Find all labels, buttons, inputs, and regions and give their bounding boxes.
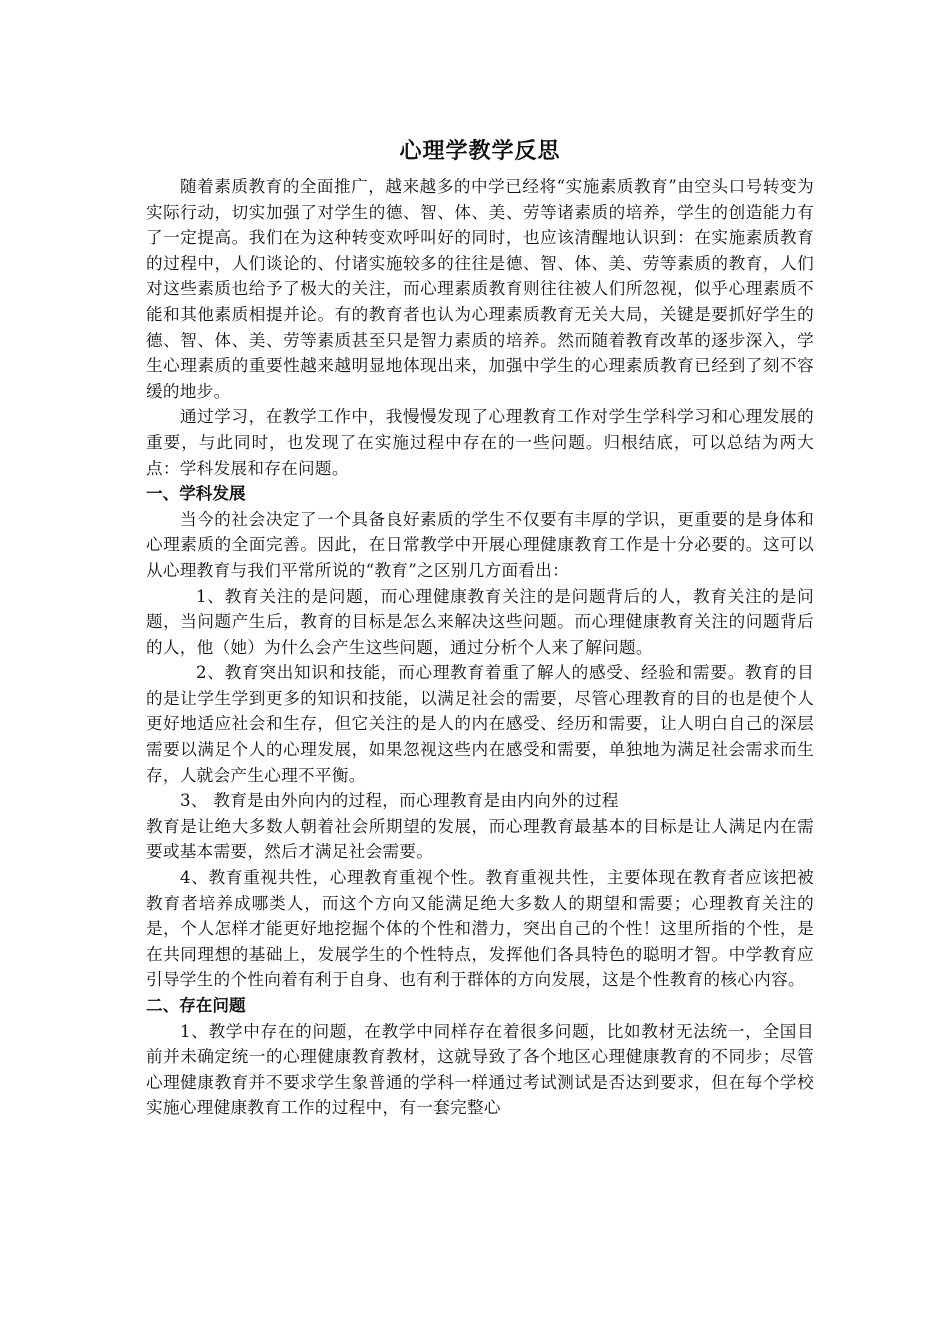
point-4-paragraph: 4、教育重视共性，心理教育重视个性。教育重视共性，主要体现在教育者应该把被教育者培养成哪类人，而这个方向又能满足绝大多数人的期望和需要；心理教育关注的是，个人怎样才能更好地挖掘个体的个性和潜力，突出自己的个性！这里所指的个性，是在共同理想的基础上，发展学生的个性特点，发挥他们各具特色的聪明才智。中学教育应引导学生的个性向着有利于自身、也有利于群体的方向发展，这是个性教育的核心内容。 [146,868,814,990]
document-title: 心理学教学反思 [399,139,561,164]
point-1-paragraph: 1、教育关注的是问题，而心理健康教育关注的是问题背后的人，教育关注的是问题，当问题产生后，教育的目标是怎么来解决这些问题。而心理健康教育关注的问题背后的人，他（她）为什么会产生这些问题，通过分析个人来了解问题。 [146,586,814,657]
point-3-heading-line: 3、 教育是由外向内的过程，而心理教育是由内向外的过程 [180,791,619,811]
intro-paragraph: 随着素质教育的全面推广，越来越多的中学已经将“实施素质教育”由空头口号转变为实际行动，切实加强了对学生的德、智、体、美、劳等诸素质的培养，学生的创造能力有了一定提高。我们在为这种转变欢呼叫好的同时，也应该清醒地认识到：在实施素质教育的过程中，人们谈论的、付诸实施较多的往往是德、智、体、美、劳等素质的教育，人们对这些素质也给予了极大的关注，而心理素质教育则往往被人们所忽视，似乎心理素质不能和其他素质相提并论。有的教育者也认为心理素质教育无关大局，关键是要抓好学生的德、智、体、美、劳等素质甚至只是智力素质的培养。然而随着教育改革的逐步深入，学生心理素质的重要性越来越明显地体现出来，加强中学生的心理素质教育已经到了刻不容缓的地步。 [146,177,814,401]
point-3-paragraph: 教育是让绝大多数人朝着社会所期望的发展，而心理教育最基本的目标是让人满足内在需要或基本需要，然后才满足社会需要。 [146,816,814,862]
point-2-paragraph: 2、教育突出知识和技能，而心理教育着重了解人的感受、经验和需要。教育的目的是让学生学到更多的知识和技能，以满足社会的需要，尽管心理教育的目的也是使个人更好地适应社会和生存，但它关注的是人的内在感受、经历和需要，让人明白自己的深层需要以满足个人的心理发展，如果忽视这些内在感受和需要，单独地为满足社会需求而生存，人就会产生心理不平衡。 [146,663,814,785]
section-heading-discipline-development: 一、学科发展 [146,484,246,504]
second-paragraph: 通过学习，在教学工作中，我慢慢发现了心理教育工作对学生学科学习和心理发展的重要，与此同时，也发现了在实施过程中存在的一些问题。归根结底，可以总结为两大点：学科发展和存在问题。 [146,407,814,478]
section1-intro-paragraph: 当今的社会决定了一个具备良好素质的学生不仅要有丰厚的学识，更重要的是身体和心理素质的全面完善。因此，在日常教学中开展心理健康教育工作是十分必要的。这可以从心理教育与我们平常所说的“教育”之区别几方面看出： [146,509,814,580]
section2-point-1-paragraph: 1、教学中存在的问题，在教学中同样存在着很多问题，比如教材无法统一，全国目前并未确定统一的心理健康教育教材，这就导致了各个地区心理健康教育的不同步；尽管心理健康教育并不要求学生象普通的学科一样通过考试测试是否达到要求，但在每个学校实施心理健康教育工作的过程中，有一套完整心 [146,1021,814,1118]
document-page [146,136,814,1121]
section-heading-existing-problems: 二、存在问题 [146,996,246,1015]
